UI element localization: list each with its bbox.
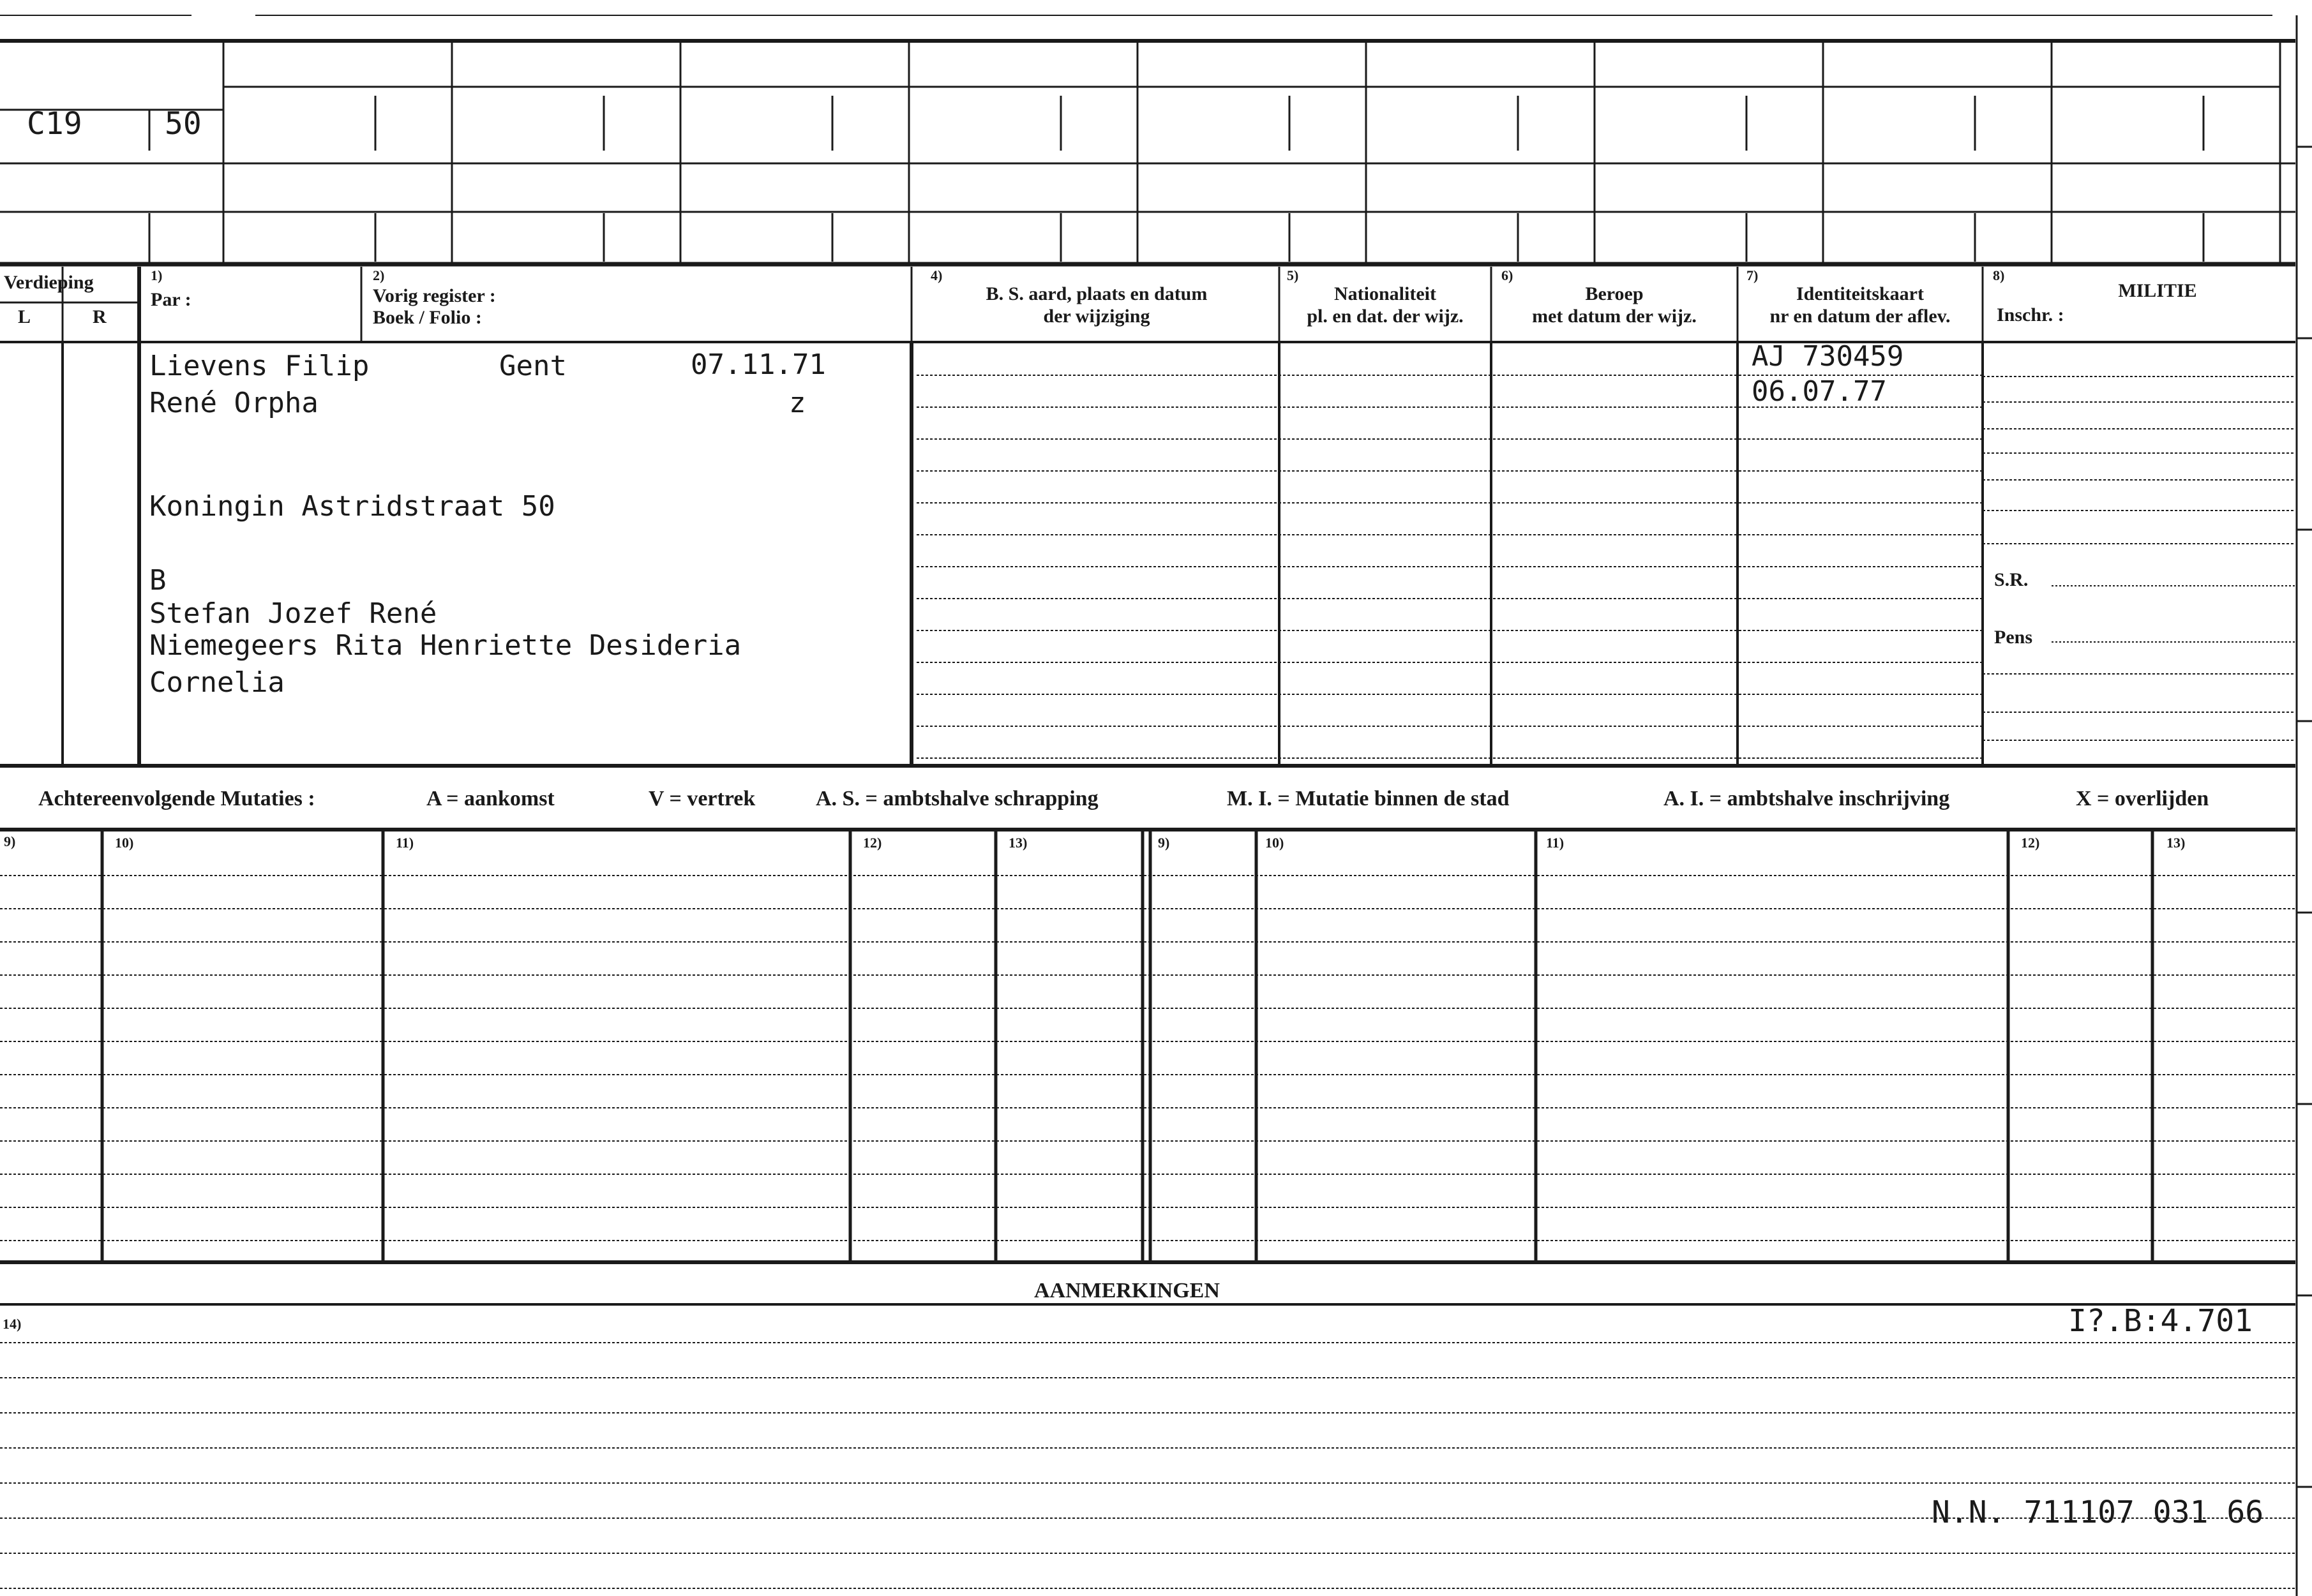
mut-col-11: 11) — [396, 835, 414, 851]
legend-ambtshalve-inschrijving: A. I. = ambtshalve inschrijving — [1663, 787, 1950, 810]
field-number-6: 6) — [1501, 267, 1513, 283]
register-number: 50 — [165, 106, 202, 142]
field-number-2: 2) — [373, 267, 385, 283]
beroep-header-line1: Beroep — [1585, 283, 1644, 304]
pens-label: Pens — [1994, 627, 2032, 648]
field-number-1: 1) — [151, 267, 163, 283]
legend-aankomst: A = aankomst — [426, 787, 555, 810]
identity-card-number: AJ 730459 — [1752, 340, 1904, 373]
national-number: N.N. 711107 031 66 — [1932, 1495, 2264, 1530]
person-name: Lievens Filip — [149, 350, 370, 382]
birthdate: 07.11.71 — [691, 348, 826, 381]
first-names: René Orpha — [149, 387, 319, 419]
boek-folio-label: Boek / Folio : — [373, 307, 482, 328]
parent-code: B — [149, 564, 167, 597]
mut-col-10-right: 10) — [1265, 835, 1284, 851]
field-number-4: 4) — [931, 267, 943, 283]
mother-name-line2: Cornelia — [149, 666, 285, 699]
nationaliteit-header-line1: Nationaliteit — [1334, 283, 1436, 304]
legend-overlijden: X = overlijden — [2076, 787, 2209, 810]
remarks-title: AANMERKINGEN — [1034, 1279, 1220, 1302]
mut-col-10: 10) — [115, 835, 134, 851]
verdieping-label: Verdieping — [4, 272, 94, 293]
legend-title: Achtereenvolgende Mutaties : — [38, 787, 315, 810]
legend-vertrek: V = vertrek — [649, 787, 756, 810]
bs-header-line1: B. S. aard, plaats en datum — [986, 283, 1208, 304]
bs-header-line2: der wijziging — [1043, 306, 1150, 327]
inschr-label: Inschr. : — [1997, 304, 2064, 325]
identiteitskaart-header-line2: nr en datum der aflev. — [1769, 306, 1951, 327]
field-number-7: 7) — [1746, 267, 1759, 283]
legend-ambtshalve-schrapping: A. S. = ambtshalve schrapping — [816, 787, 1099, 810]
register-code: C19 — [27, 106, 82, 142]
remarks-reference: I?.B:4.701 — [2068, 1303, 2253, 1339]
vorig-register-label: Vorig register : — [373, 285, 496, 306]
mut-col-9-right: 9) — [1158, 835, 1170, 851]
mut-col-9: 9) — [4, 833, 16, 849]
identity-card-date: 06.07.77 — [1752, 375, 1887, 408]
identiteitskaart-header-line1: Identiteitskaart — [1796, 283, 1924, 304]
nationaliteit-header-line2: pl. en dat. der wijz. — [1307, 306, 1464, 327]
field-number-5: 5) — [1287, 267, 1299, 283]
floor-left-label: L — [18, 306, 31, 327]
address: Koningin Astridstraat 50 — [149, 490, 555, 523]
mut-col-11-right: 11) — [1546, 835, 1565, 851]
field-number-8: 8) — [1993, 267, 2005, 283]
floor-right-label: R — [93, 306, 107, 327]
sr-label: S.R. — [1994, 569, 2029, 590]
mut-col-12: 12) — [863, 835, 882, 851]
militie-header: MILITIE — [2118, 280, 2197, 301]
father-name: Stefan Jozef René — [149, 597, 437, 630]
sex: z — [789, 387, 806, 419]
field-number-14: 14) — [3, 1316, 22, 1332]
mother-name-line1: Niemegeers Rita Henriette Desideria — [149, 629, 742, 662]
birthplace: Gent — [499, 350, 567, 382]
mut-col-13: 13) — [1009, 835, 1028, 851]
mut-col-12-right: 12) — [2021, 835, 2040, 851]
beroep-header-line2: met datum der wijz. — [1532, 306, 1697, 327]
par-label: Par : — [151, 289, 191, 310]
legend-mutatie-binnen-stad: M. I. = Mutatie binnen de stad — [1227, 787, 1510, 810]
mut-col-13-right: 13) — [2166, 835, 2186, 851]
